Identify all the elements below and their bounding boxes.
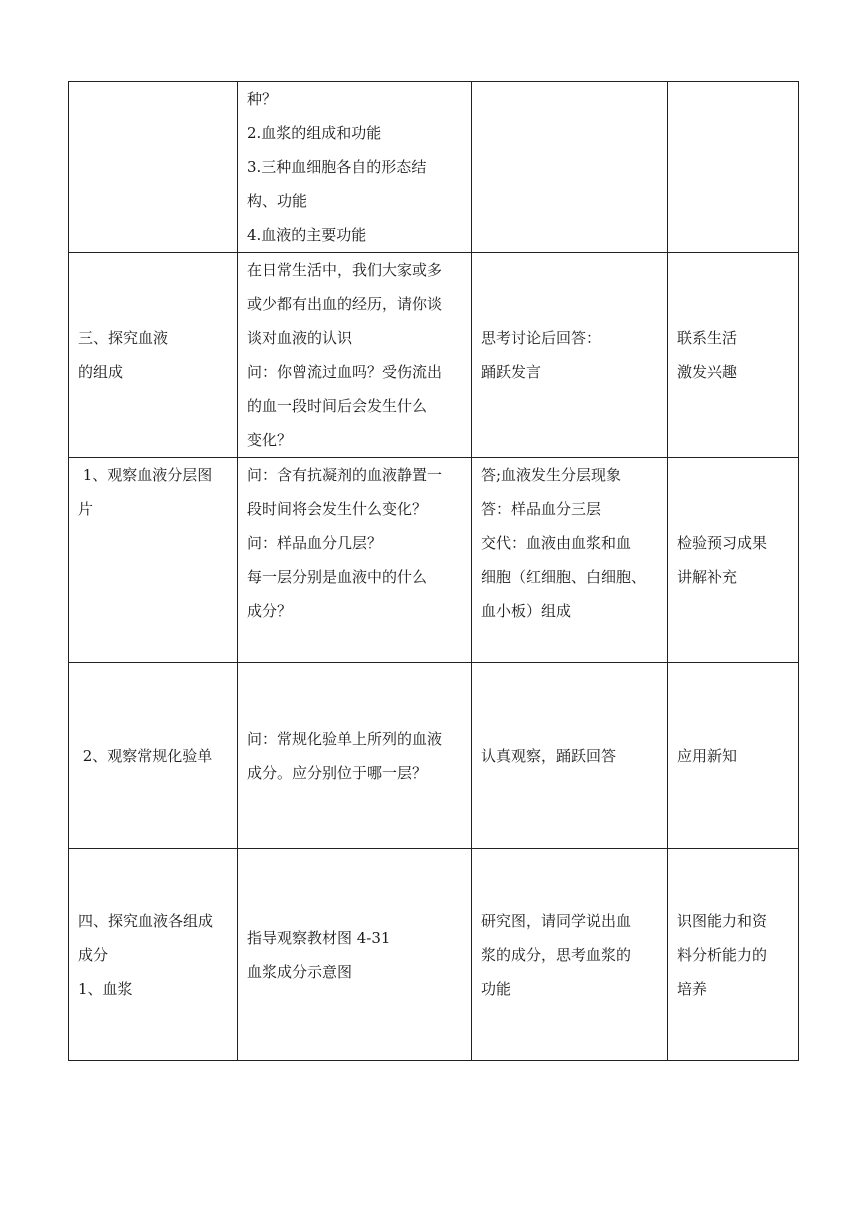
table-cell — [238, 82, 472, 253]
cell-text-line: 段时间将会发生什么变化？ — [247, 500, 428, 518]
table-cell — [668, 253, 799, 458]
table-cell — [472, 82, 668, 253]
table-row — [69, 82, 799, 253]
lesson-plan-table — [68, 81, 799, 1061]
table-cell — [69, 849, 238, 1061]
table-row — [69, 458, 799, 663]
table-cell — [668, 663, 799, 849]
cell-text-line: 培养 — [677, 979, 708, 998]
table-row — [69, 849, 799, 1061]
cell-text-line: 种？ — [247, 90, 278, 108]
cell-text-line: 讲解补充 — [677, 568, 738, 586]
cell-text-line: 1、观察血液分层图 — [78, 466, 213, 484]
table-row — [69, 663, 799, 849]
cell-text-line: 3.三种血细胞各自的形态结 — [247, 158, 427, 176]
cell-text-line: 成分。应分别位于哪一层？ — [247, 763, 428, 782]
cell-text-line: 4.血液的主要功能 — [247, 226, 367, 244]
cell-text-line: 交代：血液由血浆和血 — [481, 534, 632, 552]
cell-text-line: 成分 — [78, 945, 109, 964]
cell-text-line: 答：样品血分三层 — [481, 500, 602, 518]
table-cell — [472, 253, 668, 458]
cell-text-line: 构、功能 — [247, 192, 308, 210]
table-cell — [238, 253, 472, 458]
cell-text-line: 三、探究血液 — [78, 329, 169, 347]
table-cell — [238, 458, 472, 663]
cell-text-line: 问：常规化验单上所列的血液 — [247, 729, 443, 748]
cell-text-line: 在日常生活中，我们大家或多 — [247, 261, 443, 279]
cell-text-line: 答;血液发生分层现象 — [481, 466, 622, 484]
cell-text-line: 问：含有抗凝剂的血液静置一 — [247, 466, 443, 484]
cell-text-line: 识图能力和资 — [677, 911, 768, 930]
cell-text-line: 功能 — [481, 979, 512, 998]
table-cell — [472, 663, 668, 849]
cell-text-line: 应用新知 — [677, 746, 738, 765]
cell-text-line: 浆的成分，思考血浆的 — [481, 945, 632, 964]
cell-text-line: 每一层分别是血液中的什么 — [247, 568, 428, 586]
table-row — [69, 253, 799, 458]
cell-text-line: 问：你曾流过血吗？受伤流出 — [247, 363, 443, 381]
table-cell — [69, 253, 238, 458]
table-cell — [238, 849, 472, 1061]
table-cell — [69, 458, 238, 663]
cell-text-line: 2.血浆的组成和功能 — [247, 124, 382, 142]
table-cell — [668, 849, 799, 1061]
cell-text-line: 四、探究血液各组成 — [78, 911, 214, 930]
cell-text-line: 片 — [78, 500, 94, 518]
cell-text-line: 细胞（红细胞、白细胞、 — [481, 568, 647, 586]
cell-text-line: 思考讨论后回答： — [481, 329, 602, 347]
cell-text-line: 2、观察常规化验单 — [78, 746, 213, 765]
cell-text-line: 的组成 — [78, 363, 124, 381]
cell-text-line: 问：样品血分几层？ — [247, 534, 383, 552]
table-cell — [668, 458, 799, 663]
cell-text-line: 的血一段时间后会发生什么 — [247, 397, 428, 415]
table-cell — [472, 458, 668, 663]
cell-text-line: 认真观察，踊跃回答 — [481, 746, 617, 765]
cell-text-line: 成分？ — [247, 602, 293, 620]
table-cell — [238, 663, 472, 849]
cell-text-line: 血小板）组成 — [481, 602, 572, 620]
cell-text-line: 或少都有出血的经历，请你谈 — [247, 295, 443, 313]
cell-text-line: 变化？ — [247, 431, 293, 449]
cell-text-line: 1、血浆 — [78, 979, 133, 998]
cell-text-line: 踊跃发言 — [481, 363, 542, 381]
cell-text-line: 血浆成分示意图 — [247, 962, 353, 981]
cell-text-line: 谈对血液的认识 — [247, 329, 353, 347]
cell-text-line: 联系生活 — [677, 329, 738, 347]
table-cell — [668, 82, 799, 253]
cell-text-line: 料分析能力的 — [677, 945, 768, 964]
cell-text-line: 指导观察教材图 4-31 — [247, 928, 391, 947]
cell-text-line: 研究图，请同学说出血 — [481, 911, 632, 930]
cell-text-line: 激发兴趣 — [677, 363, 738, 381]
table-cell — [69, 663, 238, 849]
table-cell — [472, 849, 668, 1061]
cell-text-line: 检验预习成果 — [677, 534, 768, 552]
table-cell — [69, 82, 238, 253]
